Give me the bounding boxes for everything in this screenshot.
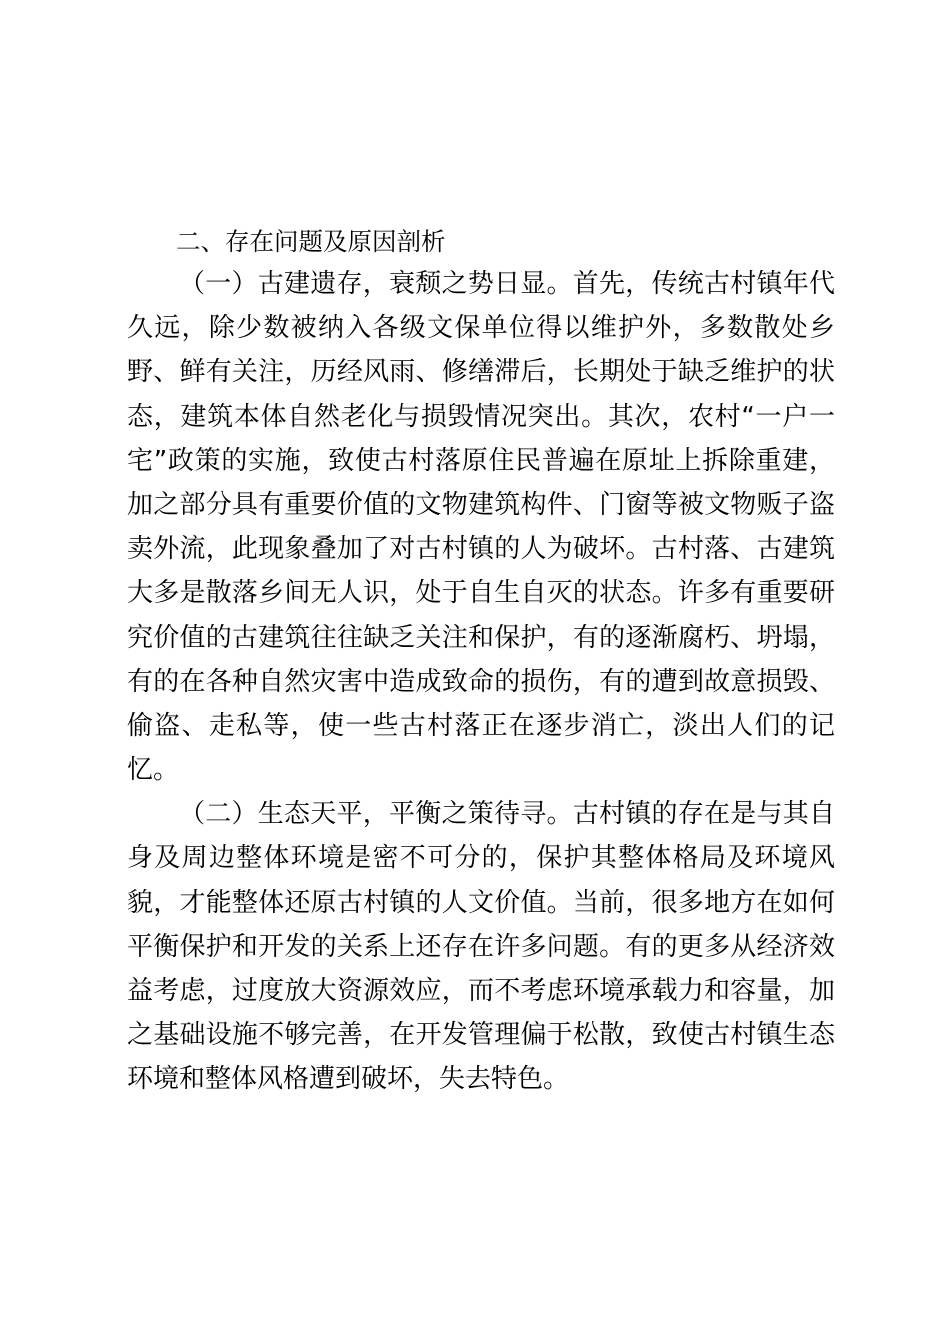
paragraph-line: 偷盗、走私等，使一些古村落正在逐步消亡，淡出人们的记 — [127, 710, 835, 741]
section-heading: 二、存在问题及原因剖析 — [176, 227, 446, 256]
paragraph-line: 身及周边整体环境是密不可分的，保护其整体格局及环境风 — [127, 843, 835, 874]
paragraph-line: 忆。 — [127, 755, 180, 786]
paragraph-line: 态，建筑本体自然老化与损毁情况突出。其次，农村“一户一 — [127, 401, 835, 432]
paragraph-line: 有的在各种自然灾害中造成致命的损伤，有的遭到故意损毁、 — [127, 666, 835, 697]
paragraph-line: 貌，才能整体还原古村镇的人文价值。当前，很多地方在如何 — [127, 887, 835, 918]
paragraph-line: 大多是散落乡间无人识，处于自生自灭的状态。许多有重要研 — [127, 578, 835, 609]
paragraph-line: （一）古建遗存，衰颓之势日显。首先，传统古村镇年代 — [179, 269, 835, 299]
paragraph-line: （二）生态天平，平衡之策待寻。古村镇的存在是与其自 — [179, 799, 835, 830]
paragraph-2 — [127, 792, 835, 1101]
paragraph-line: 卖外流，此现象叠加了对古村镇的人为破坏。古村落、古建筑 — [127, 534, 835, 565]
paragraph-line: 之基础设施不够完善，在开发管理偏于松散，致使古村镇生态 — [127, 1020, 835, 1051]
paragraph-line: 宅”政策的实施，致使古村落原住民普遍在原址上拆除重建， — [127, 445, 835, 476]
paragraph-line: 野、鲜有关注，历经风雨、修缮滞后，长期处于缺乏维护的状 — [127, 357, 835, 388]
paragraph-line: 究价值的古建筑往往缺乏关注和保护，有的逐渐腐朽、坍塌， — [127, 622, 835, 653]
paragraph-line: 久远，除少数被纳入各级文保单位得以维护外，多数散处乡 — [127, 313, 835, 344]
paragraph-line: 加之部分具有重要价值的文物建筑构件、门窗等被文物贩子盗 — [127, 489, 835, 520]
paragraph-line: 平衡保护和开发的关系上还存在许多问题。有的更多从经济效 — [127, 931, 835, 962]
paragraph-line: 环境和整体风格遭到破坏，失去特色。 — [127, 1064, 570, 1095]
paragraph-1 — [127, 262, 835, 792]
document-body — [127, 222, 835, 1102]
paragraph-line: 益考虑，过度放大资源效应，而不考虑环境承载力和容量，加 — [127, 976, 835, 1006]
